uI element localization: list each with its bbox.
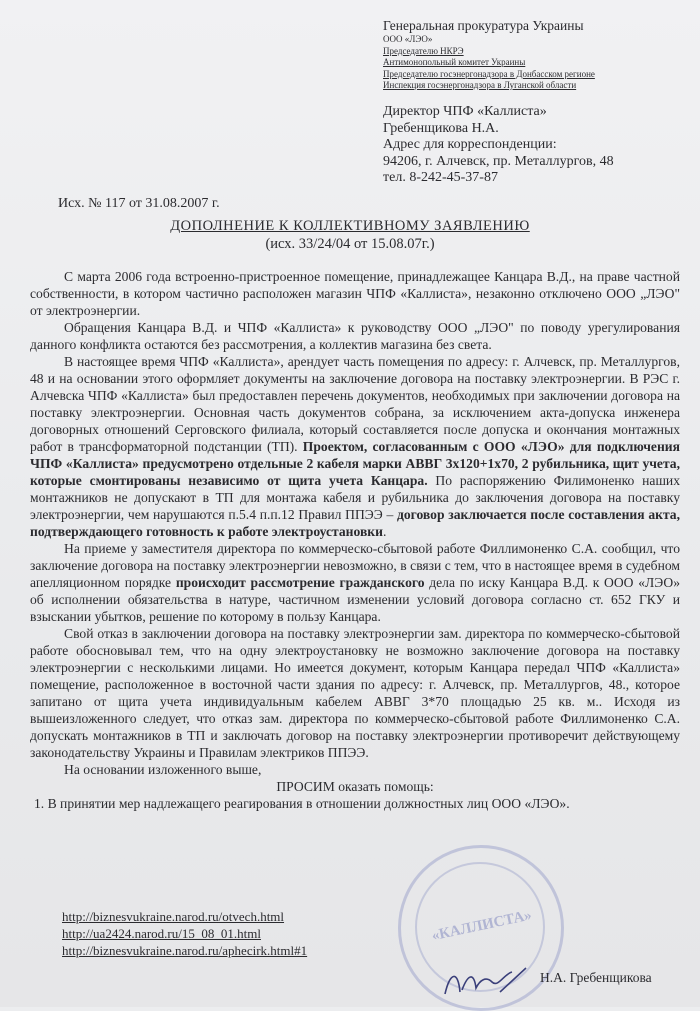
request-heading: ПРОСИМ оказать помощь: [276,779,434,794]
cc-item: Инспекция госэнергонадзора в Луганской области [383,80,577,90]
paragraph-6: На основании изложенного выше, [64,762,262,777]
link-2[interactable]: http://ua2424.narod.ru/15_08_01.html [62,926,261,941]
cc-item: Председателю НКРЭ [383,45,464,56]
paragraph-5: Свой отказ в заключении договора на поставку электроэнергии зам. директора по коммерческо-сбытовой работе обосновывал тем, что на одну электроустановку не возможно заключение договора на поставку электроэнергии с несколькими лицами. Но имеется документ, которым Канцара передал ЧПФ «Каллиста» помещение, расположенное в восточной части здания по адресу: г. Алчевск, пр. Металлургов, 48., которое запитано от щита учета индивидуальным кабелем АВВГ 3*70 площадью 25 кв. м.. Исходя из вышеизложенного следует, что отказ зам. директора по коммерческо-сбытовой работе Филлимоненко С.А. допускать монтажников в ТП и заключать договор на поставку электроэнергии противоречит действующему законодательству Украины и Правилам электриков ППЭЭ. [30,626,680,760]
recipient-block [383,18,693,92]
paragraph-3-text-2: По распоряжению Филимоненко наших монтажников не допускают в ТП для монтажа кабеля и рубильника до заключения договора на поставку электроэнергии, чем нарушаются п.5.4 п.п.12 Правил ППЭЭ – [30,473,680,522]
document-subtitle: (исх. 33/24/04 от 15.08.07г.) [265,236,435,252]
paragraph-2: Обращения Канцара В.Д. и ЧПФ «Каллиста» к руководству ООО „ЛЭО" по поводу урегулирования данного конфликта остаются без рассмотрения, а коллектив магазина без света. [30,320,680,352]
cc-item: Антимонопольный комитет Украины [383,57,526,67]
signature-name: Н.А. Гребенщикова [540,970,652,985]
paragraph-3 [30,353,680,540]
paragraph-4-text-2: дела по иску Канцара В.Д. к ООО «ЛЭО» об исполнении обязательства в натуре, частичном изменении условий договора согласно ст. 652 ГКУ и взыскании убытков, решение по которому в пользу Канцара. [30,575,680,624]
cc-item: ООО «ЛЭО» [383,34,433,44]
paragraph-4-text: На приеме у заместителя директора по коммерческо-сбытовой работе Филлимоненко С.А. сообщил, что заключение договора на поставку электроэнергии невозможно, в связи с тем, что в настоящее время в судебном апелляционном порядке [30,541,680,590]
document-title: ДОПОЛНЕНИЕ К КОЛЛЕКТИВНОМУ ЗАЯВЛЕНИЮ [170,218,530,234]
request-item-1: 1. В принятии мер надлежащего реагирования в отношении должностных лиц ООО «ЛЭО». [34,796,570,811]
paragraph-1: С марта 2006 года встроенно-пристроенное помещение, принадлежащее Канцара В.Д., на праве частной собственности, в котором частично расположен магазин ЧПФ «Каллиста», незаконно отключено ООО „ЛЭО" от электроэнергии. [30,269,680,318]
recipient-prosecutor: Генеральная прокуратура Украины [383,18,584,33]
sender-director: Директор ЧПФ «Каллиста» [383,104,547,119]
stamp-label: «КАЛЛИСТА» [430,907,534,945]
paragraph-4 [30,540,680,625]
paragraph-3-bold-2: договор заключается после составления акта, подтверждающего готовность к работе электроустановки [30,507,680,539]
sender-phone: тел. 8-242-45-37-87 [383,170,498,185]
paragraph-3-end: . [382,524,387,539]
paragraph-4-bold: происходит рассмотрение гражданского [175,575,425,590]
cc-item: Председателю госэнергонадзора в Донбасском регионе [383,68,595,79]
correspondence-label: Адрес для корреспонденции: [383,137,557,152]
document-body [30,268,680,812]
paragraph-3-bold: Проектом, согласованным с ООО «ЛЭО» для подключения ЧПФ «Каллиста» предусмотрено отдельные 2 кабеля марки АВВГ 3х120+1х70, 2 рубильника, щит учета, которые смонтированы независимо от щита учета Канцара. [30,439,680,488]
links-list [62,908,307,959]
paragraph-3-text: В настоящее время ЧПФ «Каллиста», арендует часть помещения по адресу: г. Алчевск, пр. Металлургов, 48 и на основании этого оформляет документы на заключение договора на поставку электроэнергии. В РЭС г. Алчевска ЧПФ «Каллиста» был предоставлен перечень документов, необходимых при заключении договора на поставку электроэнергии. Основная часть документов собрана, за исключением акта-допуска инженера договорных отношений Серговского филиала, который составляется после допуска и окончания монтажных работ в трансформаторной подстанции (ТП). [30,354,680,454]
sender-name: Гребенщикова Н.А. [383,120,499,136]
outgoing-reference: Исх. № 117 от 31.08.2007 г. [58,196,220,211]
link-1[interactable]: http://biznesvukraine.narod.ru/otvech.html [62,909,285,924]
sender-block [383,104,693,187]
handwritten-signature [440,962,530,1002]
link-3[interactable]: http://biznesvukraine.narod.ru/aphecirk.html#1 [62,943,308,958]
sender-address: 94206, г. Алчевск, пр. Металлургов, 48 [383,153,614,169]
